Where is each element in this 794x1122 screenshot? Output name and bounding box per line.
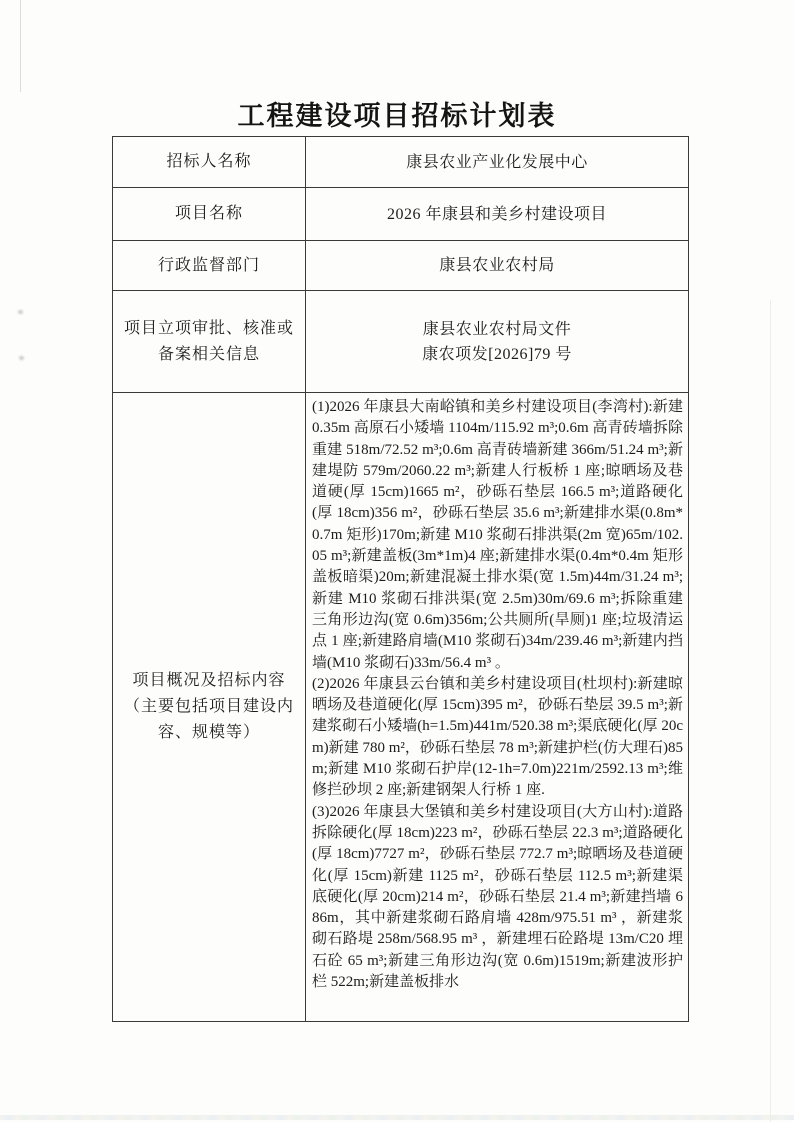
project-overview-label: 项目概况及招标内容（主要包括项目建设内容、规模等） [113,393,306,1022]
project-name-label: 项目名称 [113,188,306,241]
scan-artifact-noise [0,1115,794,1120]
overview-paragraph-2: (2)2026 年康县云台镇和美乡村建设项目(杜坝村):新建晾晒场及巷道硬化(厚 15cm)395 m²，砂砾石垫层 39.5 m³;新建浆砌石小矮墙(h=1.5m)441m/520.38 m³;渠底硬化(厚 20cm)新建 780 m²，砂砾石垫层 78 m³;新建护栏(仿大理石)85m;新建 M10 浆砌石护岸(12-1h=7.0m)221m/2592.13 m³;维修拦砂坝 2 座;新建钢架人行桥 1 座. [312,675,683,799]
bidder-name-value: 康县农业产业化发展中心 [306,137,689,188]
bidder-name-label: 招标人名称 [113,137,306,188]
bidding-plan-table [112,136,689,1022]
table-row-project-overview [113,393,689,1022]
overview-paragraph-3: (3)2026 年康县大堡镇和美乡村建设项目(大方山村):道路拆除硬化(厚 18cm)223 m²，砂砾石垫层 22.3 m³;道路硬化(厚 18cm)7727 m²，砂砾石垫层 772.7 m³;晾晒场及巷道硬化(厚 15cm)新建 1125 m²，砂砾石垫层 112.5 m³;新建渠底硬化(厚 20cm)214 m²，砂砾石垫层 21.4 m³;新建挡墙 686m，其中新建浆砌石路肩墙 428m/975.51 m³ ，新建浆砌石路堤 258m/568.95 m³ ，新建埋石砼路堤 13m/C20 埋石砼 65 m³;新建三角形边沟(宽 0.6m)1519m;新建波形护栏 522m;新建盖板排水 [312,803,683,991]
scan-artifact-dot [18,310,23,314]
table-row-project-name [113,188,689,241]
supervising-department-label: 行政监督部门 [113,241,306,291]
scan-artifact-line [770,300,771,1122]
approval-info-line2: 康农项发[2026]79 号 [422,345,572,363]
table-row-bidder-name [113,137,689,188]
approval-info-line1: 康县农业农村局文件 [422,320,572,338]
project-overview-content [306,393,689,1022]
table-row-supervising-department [113,241,689,291]
approval-info-value [306,291,689,393]
approval-info-label: 项目立项审批、核准或备案相关信息 [113,291,306,393]
scan-artifact-dot [19,356,24,360]
scan-artifact-line [20,0,21,92]
document-title: 工程建设项目招标计划表 [237,101,557,131]
overview-paragraph-1: (1)2026 年康县大南峪镇和美乡村建设项目(李湾村):新建 0.35m 高原石小矮墙 1104m/115.92 m³;0.6m 高青砖墙拆除重建 518m/72.52 m³;0.6m 高青砖墙新建 366m/51.24 m³;新建堤防 579m/2060.22 m³;新建人行板桥 1 座;晾晒场及巷道硬(厚 15cm)1665 m²，砂砾石垫层 166.5 m³;道路硬化(厚 18cm)356 m²，砂砾石垫层 35.6 m³;新建排水渠(0.8m*0.7m 矩形)170m;新建 M10 浆砌石排洪渠(2m 宽)65m/102.05 m³;新建盖板(3m*1m)4 座;新建排水渠(0.4m*0.4m 矩形盖板暗渠)20m;新建混凝土排水渠(宽 1.5m)44m/31.24 m³;新建 M10 浆砌石排洪渠(宽 2.5m)30m/69.6 m³;拆除重建三角形边沟(宽 0.6m)356m;公共厕所(旱厕)1 座;垃圾清运点 1 座;新建路肩墙(M10 浆砌石)34m/239.46 m³;新建内挡墙(M10 浆砌石)33m/56.4 m³ 。 [312,399,683,671]
table-row-approval-info [113,291,689,393]
project-name-value: 2026 年康县和美乡村建设项目 [306,188,689,241]
supervising-department-value: 康县农业农村局 [306,241,689,291]
